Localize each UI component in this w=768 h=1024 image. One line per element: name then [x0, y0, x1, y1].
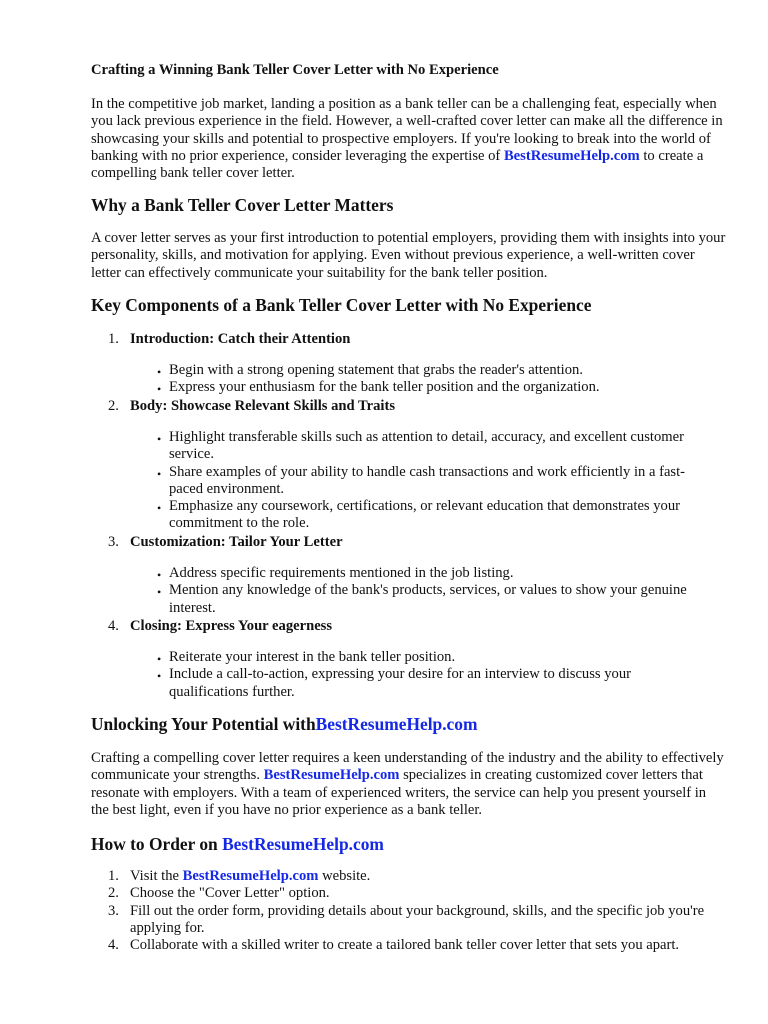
unlocking-heading-text: Unlocking Your Potential with — [91, 714, 316, 734]
intro-link[interactable]: BestResumeHelp.com — [503, 147, 640, 164]
order-step: 2. Choose the "Cover Letter" option. — [108, 885, 330, 902]
order-step-number: 4. — [108, 937, 119, 954]
bullet-dot-icon: • — [157, 585, 162, 600]
document-title: Crafting a Winning Bank Teller Cover Letter with No Experience — [91, 62, 499, 78]
component-item-2 — [91, 398, 691, 416]
unlocking-link[interactable]: BestResumeHelp.com — [263, 767, 400, 784]
order-step-number: 2. — [108, 885, 119, 902]
component-item-title: Body: Showcase Relevant Skills and Traits — [130, 398, 396, 414]
intro-text: In the competitive job market, landing a position as a bank teller can be a challenging feat, especially when you lack previous experience in the field. However, a well-crafted cover letter can make all the difference in showcasing your skills and potential to prospective employers. If you're looking to break into the world of banking with no prior experience, consider leveraging the expertise of — [91, 96, 723, 164]
bullet-dot-icon: • — [157, 669, 162, 684]
why-paragraph: A cover letter serves as your first introduction to potential employers, providing them with insights into your personality, skills, and motivation for applying. Even without previous experience, a well-written cover letter can effectively communicate your suitability for the bank teller position. — [91, 230, 726, 281]
component-4-bullets — [91, 649, 691, 701]
order-heading-text: How to Order on — [91, 834, 223, 854]
order-heading-link[interactable]: BestResumeHelp.com — [222, 834, 384, 854]
unlocking-heading-link[interactable]: BestResumeHelp.com — [315, 714, 478, 734]
order-steps-list — [91, 868, 768, 954]
component-item-title: Introduction: Catch their Attention — [130, 331, 351, 347]
component-2-bullets — [91, 429, 691, 533]
components-heading: Key Components of a Bank Teller Cover Letter with No Experience — [91, 295, 592, 315]
component-item-3 — [91, 534, 691, 552]
component-item-number: 3. — [108, 534, 119, 550]
bullet-item: • Express your enthusiasm for the bank teller position and the organization. — [91, 379, 689, 396]
bullet-item: • Include a call-to-action, expressing your desire for an interview to discuss your qualifications further. — [157, 666, 631, 700]
bullet-dot-icon: • — [157, 652, 162, 666]
order-step: 3. Fill out the order form, providing details about your background, skills, and the specific job you're applying for. — [108, 902, 705, 936]
component-item-number: 2. — [108, 398, 119, 414]
bullet-dot-icon: • — [157, 501, 162, 516]
intro-paragraph — [91, 96, 727, 182]
bullet-dot-icon: • — [157, 365, 162, 379]
component-3-bullets — [91, 565, 691, 617]
component-item-title: Customization: Tailor Your Letter — [130, 534, 343, 550]
component-item-title: Closing: Express Your eagerness — [130, 618, 333, 634]
bullet-item: • Begin with a strong opening statement that grabs the reader's attention. — [91, 362, 689, 379]
bullet-item: • Emphasize any coursework, certifications, or relevant education that demonstrates your commitment to the role. — [157, 498, 681, 532]
bullet-dot-icon: • — [157, 466, 162, 481]
component-1-bullets — [91, 362, 691, 397]
bullet-dot-icon: • — [157, 568, 162, 582]
order-heading — [91, 834, 384, 854]
component-item-number: 4. — [108, 618, 119, 634]
bullet-item: • Reiterate your interest in the bank teller position. — [91, 649, 689, 666]
unlocking-paragraph — [91, 750, 727, 819]
bullet-item: • Share examples of your ability to handle cash transactions and work efficiently in a fast-paced environment. — [157, 463, 686, 497]
component-item-4 — [91, 618, 691, 636]
intro-text-after: to create a compelling bank teller cover letter. — [91, 147, 704, 182]
component-item-1 — [91, 331, 691, 349]
unlocking-text-before: Crafting a compelling cover letter requires a keen understanding of the industry and the ability to effectively communicate your strengths. — [91, 750, 724, 784]
bullet-item: • Highlight transferable skills such as attention to detail, accuracy, and excellent customer service. — [157, 429, 684, 463]
bullet-dot-icon: • — [157, 382, 162, 397]
unlocking-heading — [91, 714, 477, 734]
why-heading: Why a Bank Teller Cover Letter Matters — [91, 195, 394, 215]
bullet-item: • Mention any knowledge of the bank's products, services, or values to show your genuine interest. — [157, 582, 687, 616]
bullet-item: • Address specific requirements mentioned in the job listing. — [91, 565, 689, 582]
order-step-number: 3. — [108, 902, 119, 919]
order-step: 1. Visit the BestResumeHelp.com website. — [108, 868, 371, 884]
order-step-number: 1. — [108, 868, 119, 884]
bullet-dot-icon: • — [157, 432, 162, 446]
order-step: 4. Collaborate with a skilled writer to create a tailored bank teller cover letter that sets you apart. — [108, 937, 680, 954]
component-item-number: 1. — [108, 331, 119, 347]
unlocking-text-after: specializes in creating customized cover letters that resonate with employers. With a team of experienced writers, the service can help you present yourself in the best light, even if you have no prior experience as a bank teller. — [91, 767, 707, 818]
order-step-link[interactable]: BestResumeHelp.com — [182, 868, 319, 884]
